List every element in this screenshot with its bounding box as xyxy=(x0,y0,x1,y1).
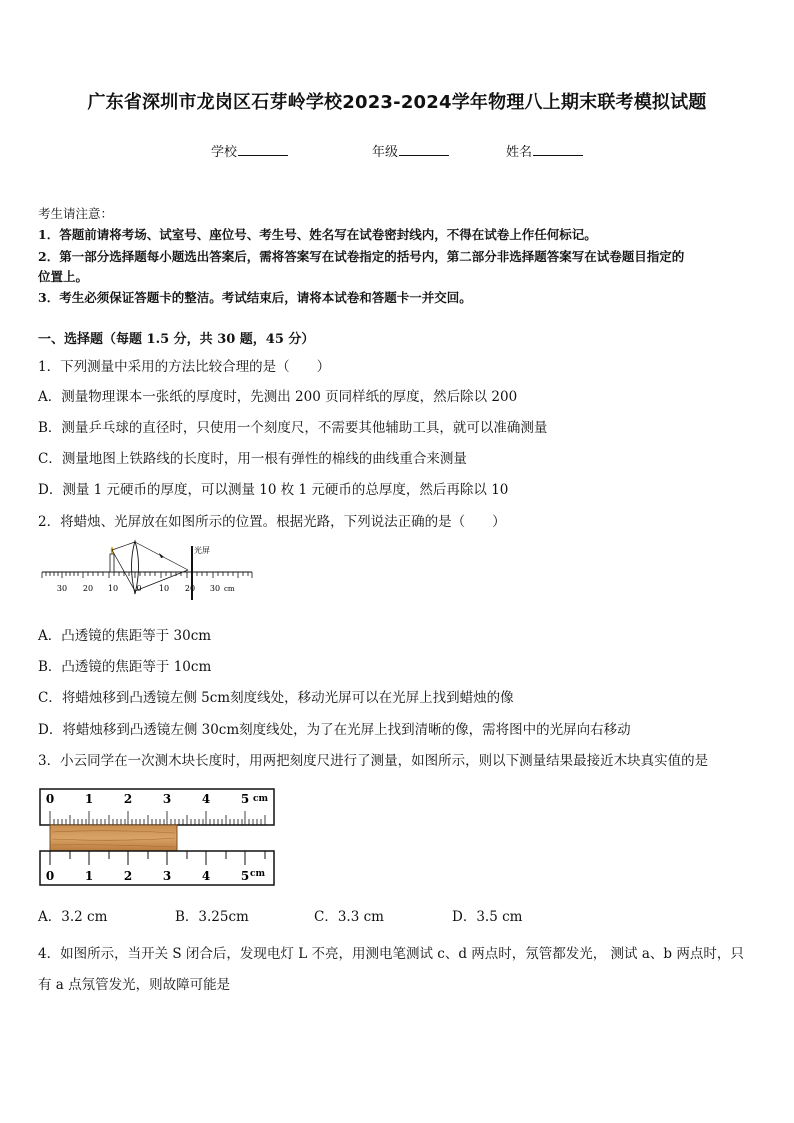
notice-item-2: 2．第一部分选择题每小题选出答案后，需将答案写在试卷指定的括号内，第二部分非选择题答案写在试卷题目指定的 xyxy=(38,249,685,264)
q4-stem-line-2: 有 a 点氖管发光，则故障可能是 xyxy=(38,977,231,993)
ruler-bottom-tick-1: 1 xyxy=(84,869,94,883)
lens-tick-10-left: 10 xyxy=(107,584,119,593)
ruler-top-tick-4: 4 xyxy=(201,792,211,806)
lens-tick-20-left: 20 xyxy=(82,584,94,593)
ruler-bottom-tick-3: 3 xyxy=(162,869,172,883)
ruler-top-unit: cm xyxy=(253,794,269,804)
ruler-top-tick-1: 1 xyxy=(84,792,94,806)
q3-stem: 3．小云同学在一次测木块长度时，用两把刻度尺进行了测量，如图所示，则以下测量结果最接近木块真实值的是 xyxy=(38,753,709,769)
notice-item-1: 1．答题前请将考场、试室号、座位号、考生号、姓名写在试卷密封线内，不得在试卷上作任何标记。 xyxy=(38,227,597,242)
page-title: 广东省深圳市龙岗区石芽岭学校2023-2024学年物理八上期末联考模拟试题 xyxy=(87,92,707,113)
q3-option-c: C．3.3 cm xyxy=(314,909,384,925)
q3-option-d: D．3.5 cm xyxy=(452,909,523,925)
ruler-figure xyxy=(38,787,278,889)
notice-item-3: 3．考生必须保证答题卡的整洁。考试结束后，请将本试卷和答题卡一并交回。 xyxy=(38,290,472,305)
lens-unit: cm xyxy=(224,585,235,593)
ruler-bottom-unit: cm xyxy=(250,869,266,879)
section-title: 一、选择题（每题 1.5 分，共 30 题，45 分） xyxy=(38,332,315,347)
ruler-bottom-tick-0: 0 xyxy=(45,869,55,883)
lens-tick-20-right: 20 xyxy=(184,584,196,593)
ruler-top-tick-0: 0 xyxy=(45,792,55,806)
q4-stem-line-1: 4．如图所示，当开关 S 闭合后，发现电灯 L 不亮，用测电笔测试 c、d 两点时，氖管都发光， 测试 a、b 两点时，只 xyxy=(38,946,744,962)
q2-option-d: D．将蜡烛移到凸透镜左侧 30cm刻度线处，为了在光屏上找到清晰的像，需将图中的光屏向右移动 xyxy=(38,722,631,738)
q3-option-b: B．3.25cm xyxy=(175,909,249,925)
ruler-top-tick-3: 3 xyxy=(162,792,172,806)
lens-tick-30-left: 30 xyxy=(56,584,68,593)
lens-tick-0: 0 xyxy=(136,584,142,593)
q2-stem: 2．将蜡烛、光屏放在如图所示的位置。根据光路，下列说法正确的是（ ） xyxy=(38,514,506,530)
lens-figure xyxy=(38,538,258,600)
q1-option-d: D．测量 1 元硬币的厚度，可以测量 10 枚 1 元硬币的总厚度，然后再除以 10 xyxy=(38,482,509,498)
notice-heading: 考生请注意： xyxy=(38,206,114,221)
ruler-top-tick-2: 2 xyxy=(123,792,133,806)
ruler-bottom-tick-2: 2 xyxy=(123,869,133,883)
lens-tick-10-right: 10 xyxy=(158,584,170,593)
q1-option-b: B．测量乒乓球的直径时，只使用一个刻度尺，不需要其他辅助工具，就可以准确测量 xyxy=(38,420,548,436)
q2-option-c: C．将蜡烛移到凸透镜左侧 5cm刻度线处，移动光屏可以在光屏上找到蜡烛的像 xyxy=(38,690,514,706)
light-screen-label: 光屏 xyxy=(194,546,210,555)
ruler-bottom-tick-5: 5 xyxy=(240,869,250,883)
q2-option-a: A．凸透镜的焦距等于 30cm xyxy=(38,628,212,644)
q2-option-b: B．凸透镜的焦距等于 10cm xyxy=(38,659,212,675)
ruler-top-tick-5: 5 xyxy=(240,792,250,806)
q3-option-a: A．3.2 cm xyxy=(38,909,108,925)
q1-option-a: A．测量物理课本一张纸的厚度时，先测出 200 页同样纸的厚度，然后除以 200 xyxy=(38,389,518,405)
q1-option-c: C．测量地图上铁路线的长度时，用一根有弹性的棉线的曲线重合来测量 xyxy=(38,451,467,467)
wooden-block xyxy=(50,825,177,851)
q1-stem: 1．下列测量中采用的方法比较合理的是（ ） xyxy=(38,359,331,375)
ruler-bottom-tick-4: 4 xyxy=(201,869,211,883)
ruler-top xyxy=(40,789,274,825)
ruler-bottom xyxy=(40,851,274,885)
name-field: 姓名 xyxy=(506,141,583,160)
school-field: 学校 xyxy=(211,141,288,160)
notice-item-2-cont: 位置上。 xyxy=(38,269,89,284)
candle xyxy=(110,554,114,572)
grade-field: 年级 xyxy=(372,141,449,160)
lens-tick-30-right: 30 xyxy=(209,584,221,593)
